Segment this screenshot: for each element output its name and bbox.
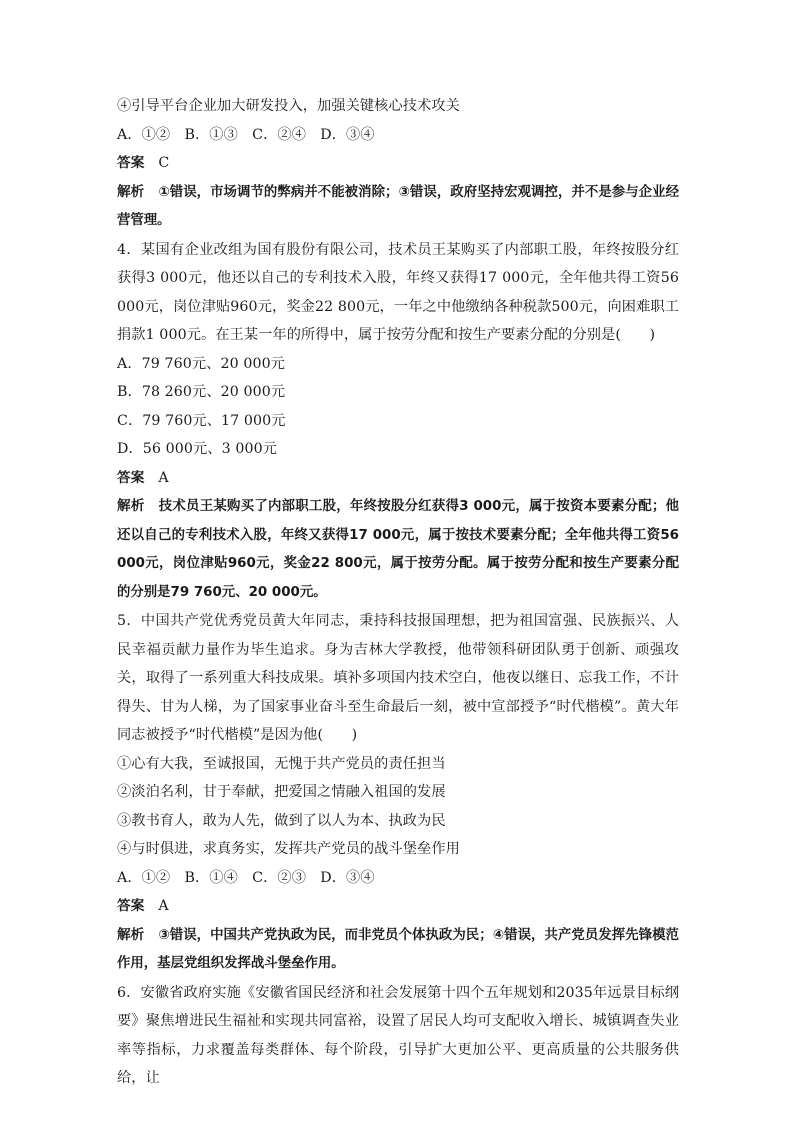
q4-option-a: A．79 760元、20 000元	[117, 355, 285, 372]
document-page	[117, 92, 679, 1093]
explanation-text: 技术员王某购买了内部职工股，年终按股分红获得3 000元，属于按资本要素分配；他还以自己的专利技术入股，年终又获得17 000元，属于按技术要素分配；全年他共得工资56 000元，岗位津贴960元，奖金22 800元，属于按劳分配。属于按劳分配和按生产要素分配的分别是79 760元、20 000元。	[117, 499, 680, 600]
answer-label: 答案	[117, 155, 145, 171]
q5-item-1: ①心有大我，至诚报国，无愧于共产党员的责任担当	[117, 755, 446, 772]
explanation-text: ③错误，中国共产党执政为民，而非党员个体执政为民；④错误，共产党员发挥先锋模范作用，基层党组织发挥战斗堡垒作用。	[117, 927, 679, 971]
explanation-label: 解析	[117, 926, 145, 943]
q3-answer	[117, 149, 679, 178]
q4-stem: 4．某国有企业改组为国有股份有限公司，技术员王某购买了内部职工股，年终按股分红获得3 000元，他还以自己的专利技术入股，年终又获得17 000元，全年他共得工资56 000元，岗位津贴960元，奖金22 800元，一年之中他缴纳各种税款500元，向困难职工捐款1 000元。在王某一年的所得中，属于按劳分配和按生产要素分配的分别是( )	[117, 241, 679, 343]
answer-value: A	[158, 469, 169, 486]
q5-stem: 5．中国共产党优秀党员黄大年同志，秉持科技报国理想，把为祖国富强、民族振兴、人民幸福贡献力量作为毕生追求。身为吉林大学教授，他带领科研团队勇于创新、顽强攻关，取得了一系列重大科技成果。填补多项国内技术空白，他夜以继日、忘我工作，不计得失、甘为人梯，为了国家事业奋斗至生命最后一刻，被中宣部授予“时代楷模”。黄大年同志被授予“时代楷模”是因为他( )	[117, 613, 679, 743]
q4-option-d: D．56 000元、3 000元	[117, 441, 277, 457]
explanation-label: 解析	[117, 498, 145, 514]
q5-explanation	[117, 921, 679, 979]
q5-answer	[117, 892, 679, 921]
q3-item-4: ④引导平台企业加大研发投入，加强关键核心技术攻关	[117, 98, 460, 114]
explanation-text: ①错误，市场调节的弊病并不能被消除；③错误，政府坚持宏观调控，并不是参与企业经营管理。	[117, 184, 679, 228]
q4-option-b: B．78 260元、20 000元	[117, 384, 286, 400]
answer-label: 答案	[117, 469, 145, 486]
q6-stem: 6．安徽省政府实施《安徽省国民经济和社会发展第十四个五年规划和2035年远景目标纲要》聚焦增进民生福祉和实现共同富裕，设置了居民人均可支配收入增长、城镇调查失业率等指标，力求覆盖每类群体、每个阶段，引导扩大更加公平、更高质量的公共服务供给，让	[117, 984, 679, 1086]
q3-explanation	[117, 178, 679, 236]
q5-item-4: ④与时俱进，求真务实，发挥共产党员的战斗堡垒作用	[117, 841, 460, 857]
q4-answer	[117, 464, 679, 493]
q4-option-c: C．79 760元、17 000元	[117, 412, 286, 429]
q3-options: A．①② B．①③ C．②④ D．③④	[117, 126, 375, 143]
q4-explanation	[117, 492, 679, 607]
answer-value: C	[158, 155, 170, 171]
q5-options: A．①② B．①④ C．②③ D．③④	[117, 869, 375, 886]
explanation-label: 解析	[117, 183, 145, 200]
q5-item-2: ②淡泊名利，甘于奉献，把爱国之情融入祖国的发展	[117, 784, 446, 800]
q5-item-3: ③教书育人，敢为人先，做到了以人为本、执政为民	[117, 812, 446, 829]
answer-label: 答案	[117, 898, 145, 914]
answer-value: A	[158, 898, 169, 914]
